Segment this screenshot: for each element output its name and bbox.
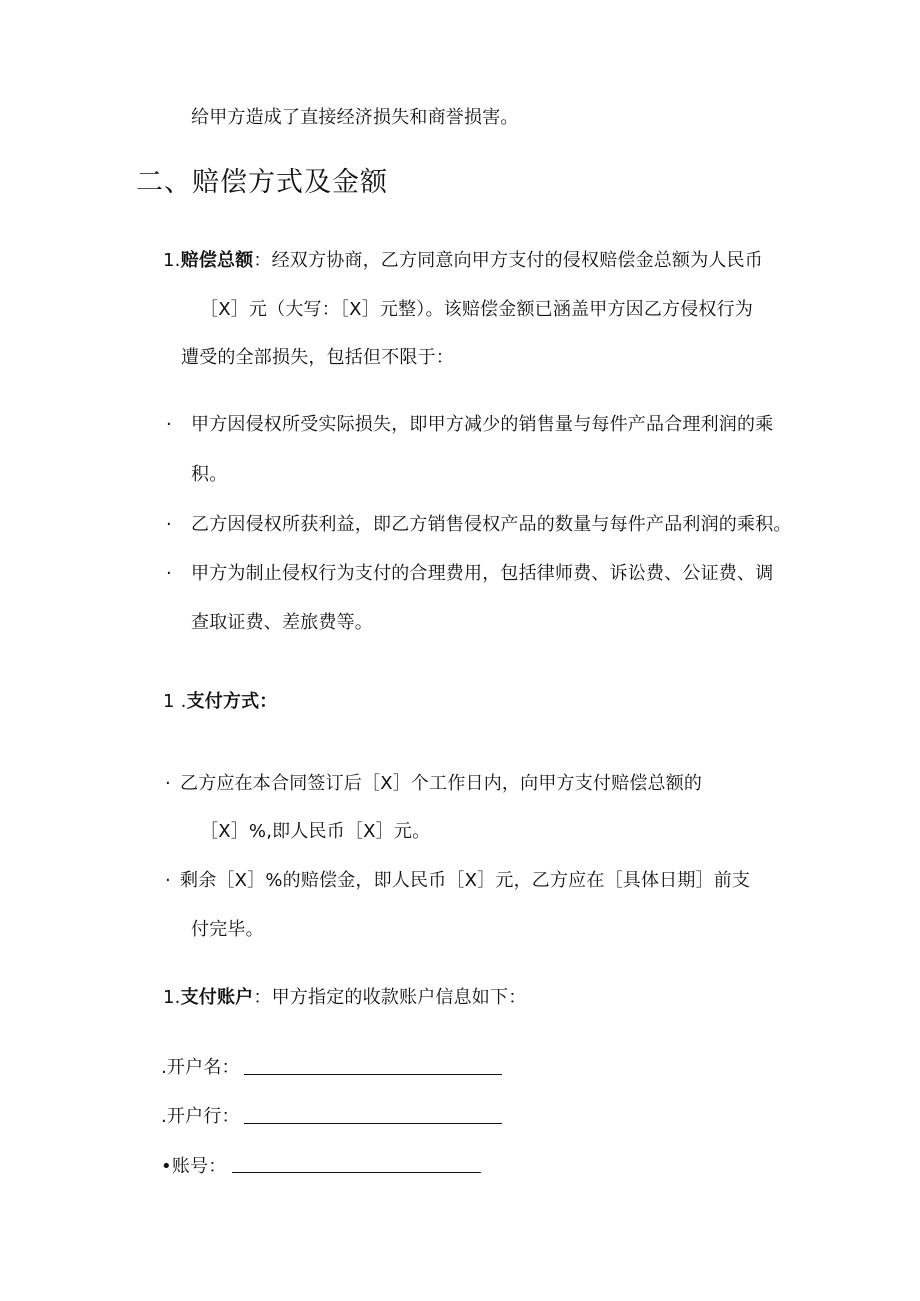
field-prefix: . — [161, 1057, 167, 1078]
payment-item-2-line-2: 付完毕。 — [191, 919, 264, 940]
account-heading — [163, 986, 526, 1010]
total-text-1: ：经双方协商，乙方同意向甲方支付的侵权赔偿金总额为人民币 — [253, 250, 763, 271]
account-number-field — [161, 1155, 226, 1179]
account-number: 1. — [163, 987, 181, 1008]
account-name-blank[interactable] — [244, 1074, 502, 1075]
payment-item-2-line-1: 剩余［X］%的赔偿金，即人民币［X］元，乙方应在［具体日期］前支 — [180, 870, 751, 891]
loss-item-3-line-1: 甲方为制止侵权行为支付的合理费用，包括律师费、诉讼费、公证费、调 — [191, 563, 774, 584]
account-name-field — [161, 1056, 240, 1080]
bank-name-label: 开户行： — [166, 1106, 240, 1127]
bullet-dot: · — [166, 414, 172, 435]
bullet-dot: · — [165, 773, 171, 794]
field-prefix: • — [161, 1156, 172, 1177]
loss-item-2-line-1: 乙方因侵权所获利益，即乙方销售侵权产品的数量与每件产品利润的乘积。 — [191, 514, 792, 535]
account-number-label: 账号： — [171, 1156, 227, 1177]
total-label: 赔偿总额 — [180, 250, 254, 271]
payment-item-1-line-2: ［X］%,即人民币［X］元。 — [200, 821, 431, 842]
intro-line: 给甲方造成了直接经济损失和商誉损害。 — [191, 107, 519, 128]
account-name-label: 开户名： — [166, 1057, 240, 1078]
account-number-blank[interactable] — [232, 1172, 481, 1173]
account-label: 支付账户 — [180, 987, 254, 1008]
section-heading: 二、赔偿方式及金额 — [136, 167, 388, 198]
bullet-dot: · — [165, 870, 171, 891]
payment-method-heading — [163, 690, 278, 714]
payment-method-label: 支付方式： — [186, 691, 278, 712]
total-number: 1. — [163, 250, 181, 271]
loss-item-1-line-2: 积。 — [191, 464, 228, 485]
payment-method-number: 1 . — [163, 691, 187, 712]
total-paragraph-line-2: ［X］元（大写：［X］元整）。该赔偿金额已涵盖甲方因乙方侵权行为 — [200, 299, 754, 320]
loss-item-1-line-1: 甲方因侵权所受实际损失，即甲方减少的销售量与每件产品合理利润的乘 — [191, 414, 774, 435]
total-paragraph-line-1 — [163, 249, 763, 273]
bullet-dot: · — [166, 563, 172, 584]
bullet-dot: · — [166, 514, 172, 535]
bank-name-blank[interactable] — [244, 1123, 502, 1124]
total-paragraph-line-3: 遭受的全部损失，包括但不限于： — [181, 347, 454, 368]
loss-item-3-line-2: 查取证费、差旅费等。 — [191, 612, 373, 633]
field-prefix: . — [161, 1106, 167, 1127]
account-text: ：甲方指定的收款账户信息如下： — [253, 987, 527, 1008]
bank-name-field — [161, 1105, 240, 1129]
payment-item-1-line-1: 乙方应在本合同签订后［X］个工作日内，向甲方支付赔偿总额的 — [180, 773, 703, 794]
